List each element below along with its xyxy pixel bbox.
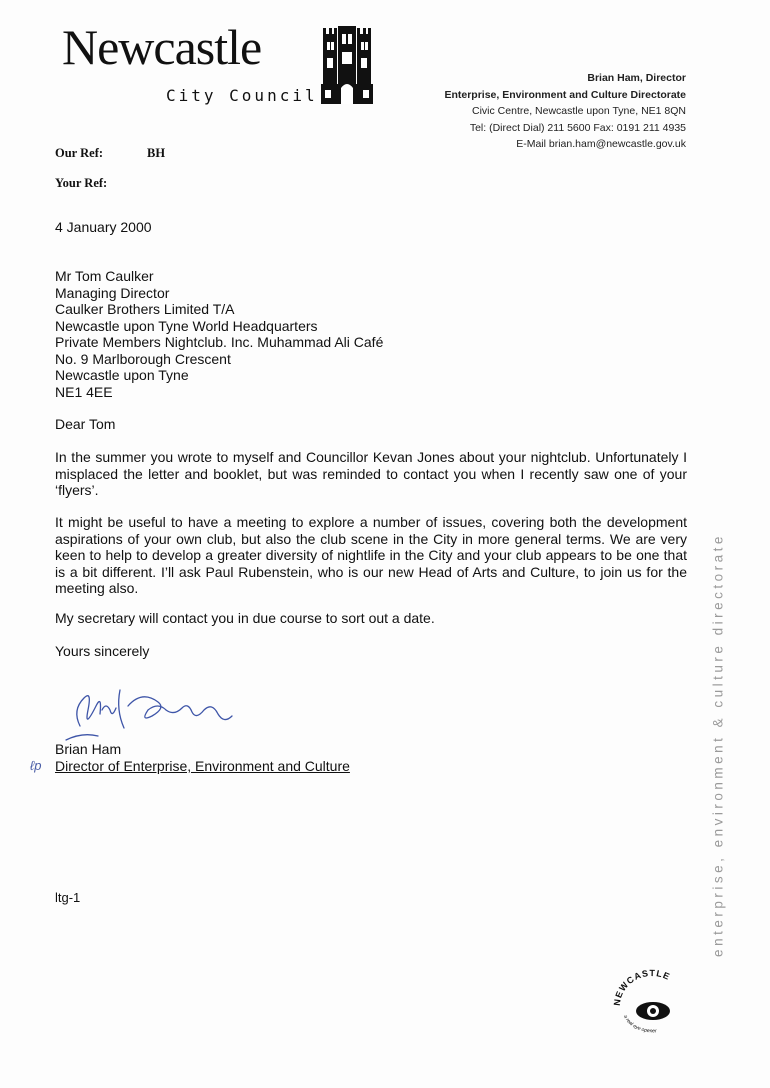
sender-department: Enterprise, Environment and Culture Directorate: [444, 88, 686, 101]
recipient-address: [55, 268, 383, 400]
handwritten-signature: [62, 680, 242, 750]
margin-scribble: ℓp: [30, 758, 42, 773]
sender-address: Civic Centre, Newcastle upon Tyne, NE1 8QN: [472, 105, 686, 117]
recipient-line: Managing Director: [55, 284, 170, 301]
body-paragraph: In the summer you wrote to myself and Councillor Kevan Jones about your nightclub. Unfortunately I misplaced the letter and booklet, but was reminded to contact you when I recently saw one of your ‘flyers’.: [55, 449, 687, 498]
your-ref-label: Your Ref:: [55, 176, 108, 190]
newcastle-eye-emblem-icon: [612, 968, 692, 1038]
emblem-text: NEWCASTLE: [612, 968, 672, 1007]
sender-details: [444, 70, 686, 153]
castle-crest-icon: [321, 26, 373, 104]
emblem-tagline: a real eye opener: [622, 1014, 657, 1035]
recipient-line: Private Members Nightclub. Inc. Muhammad Ali Café: [55, 334, 384, 350]
your-ref: [55, 176, 107, 191]
recipient-line: Mr Tom Caulker: [55, 268, 154, 284]
salutation: Dear Tom: [55, 416, 116, 432]
footer-reference: ltg-1: [55, 890, 81, 905]
letter-date: 4 January 2000: [55, 219, 152, 235]
our-ref: [55, 146, 166, 161]
signatory-name: Brian Ham: [55, 741, 122, 757]
sender-email: E-Mail brian.ham@newcastle.gov.uk: [516, 138, 686, 150]
signatory-title: Director of Enterprise, Environment and Culture: [55, 758, 350, 774]
sender-phone: Tel: (Direct Dial) 211 5600 Fax: 0191 211 4935: [469, 121, 686, 134]
recipient-line: Newcastle upon Tyne World Headquarters: [55, 317, 318, 334]
recipient-line: No. 9 Marlborough Crescent: [55, 350, 231, 367]
our-ref-label: Our Ref:: [55, 146, 104, 160]
directorate-sidebar: [703, 455, 733, 1035]
recipient-line: NE1 4EE: [55, 383, 113, 400]
sidebar-text: enterprise, environment & culture directorate: [710, 533, 726, 957]
council-logo-subtitle: City Council: [166, 86, 318, 105]
svg-text:NEWCASTLE: [612, 968, 672, 1006]
council-logo-wordmark: Newcastle: [62, 19, 262, 75]
our-ref-value: BH: [147, 146, 166, 160]
body-paragraph: My secretary will contact you in due course to sort out a date.: [55, 610, 435, 626]
sender-name: Brian Ham, Director: [587, 72, 686, 84]
closing: Yours sincerely: [55, 643, 150, 659]
recipient-line: Caulker Brothers Limited T/A: [55, 301, 235, 317]
recipient-line: Newcastle upon Tyne: [55, 367, 189, 383]
body-paragraph: It might be useful to have a meeting to explore a number of issues, covering both the development aspirations of your own club, but also the club scene in the City in more general terms. We are very keen to help to develop a greater diversity of nightlife in the City and your club appears to be one that is a bit different. I’ll ask Paul Rubenstein, who is our new Head of Arts and Culture, to join us for the meeting also.: [55, 514, 687, 596]
